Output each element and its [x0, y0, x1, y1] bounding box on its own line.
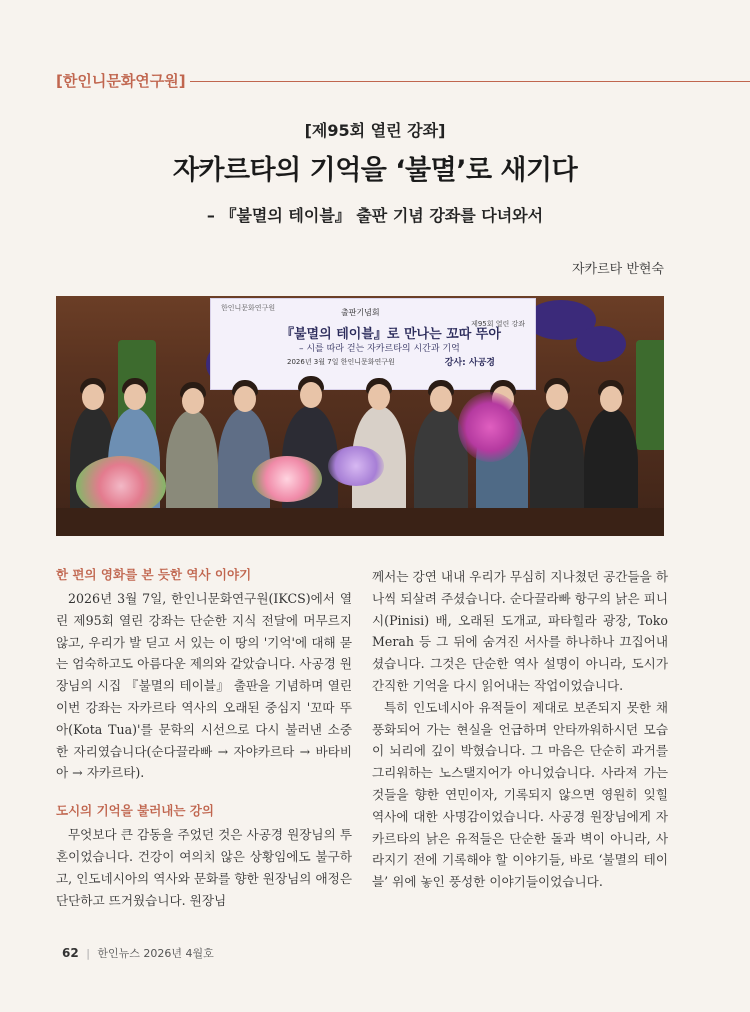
article-kicker: [제95회 열린 강좌]	[304, 121, 446, 140]
page-number: 62	[62, 946, 79, 960]
flower-bouquet	[252, 456, 322, 502]
attendee-face	[82, 384, 104, 410]
section-heading: 도시의 기억을 불러내는 강의	[56, 803, 214, 819]
banner-date: 2026년 3월 7일 한인니문화연구원	[287, 358, 395, 366]
banner-event: 출판기념회	[341, 308, 380, 317]
banner-title: 『불멸의 테이블』로 만나는 꼬따 뚜아	[281, 327, 501, 342]
page-footer	[62, 945, 214, 961]
attendee	[584, 408, 638, 518]
group-photo	[56, 296, 664, 536]
attendee-face	[300, 382, 322, 408]
attendee-face	[124, 384, 146, 410]
body-paragraph: 2026년 3월 7일, 한인니문화연구원(IKCS)에서 열린 제95회 열린 강좌는 단순한 지식 전달에 머무르지 않고, 우리가 발 딛고 서 있는 이 땅의 '기억'에 대해 묻는 엄숙하고도 아름다운 제의와 같았습니다. 사공경 원장님의 시집 『불멸의 테이블』 출판을 기념하며 열린 이번 강좌는 자카르타 역사의 오래된 중심지 '꼬따 뚜아(Kota Tua)'를 문학의 시선으로 다시 불러낸 소중한 자리였습니다(순다끌라빠 → 자야카르타 → 바타비아 → 자카르타).	[56, 591, 352, 781]
attendee-face	[600, 386, 622, 412]
attendee-face	[368, 384, 390, 410]
article-headline: 자카르타의 기억을 ‘불멸’로 새기다	[172, 155, 578, 186]
flower-bouquet	[328, 446, 384, 486]
flower-bouquet	[76, 456, 166, 516]
orchid-arrangement	[458, 392, 522, 462]
right-column	[372, 566, 668, 893]
article-byline: 자카르타 반현숙	[571, 262, 664, 277]
article-subhead: – 『불멸의 테이블』 출판 기념 강좌를 다녀와서	[206, 206, 544, 225]
section-tag: [한인니문화연구원]	[56, 72, 186, 90]
section-heading: 한 편의 영화를 본 듯한 역사 이야기	[56, 567, 252, 582]
body-paragraph: 무엇보다 큰 감동을 주었던 것은 사공경 원장님의 투혼이었습니다. 건강이 여의치 않은 상황임에도 불구하고, 인도네시아의 역사와 문화를 향한 원장님의 애정은 단단하고 뜨거웠습니다. 원장님	[56, 827, 352, 908]
banner-org: 한인니문화연구원	[221, 304, 276, 312]
attendee-face	[182, 388, 204, 414]
body-paragraph: 께서는 강연 내내 우리가 무심히 지나쳤던 공간들을 하나씩 되살려 주셨습니다. 순다끌라빠 항구의 낡은 피니시(Pinisi) 배, 오래된 도개교, 파타힐라 광장, Toko Merah 등 그 뒤에 숨겨진 서사를 하나하나 끄집어내셨습니다. 그것은 단순한 역사 설명이 아니라, 도시가 간직한 기억을 다시 읽어내는 작업이었습니다.	[372, 569, 668, 693]
floral-decoration	[576, 326, 626, 362]
section-divider	[190, 81, 750, 82]
attendee	[530, 406, 584, 516]
front-table	[56, 508, 664, 536]
publication-name: 한인뉴스 2026년 4월호	[97, 947, 214, 960]
attendee-face	[546, 384, 568, 410]
left-column	[56, 566, 352, 911]
banner-speaker: 강사: 사공경	[444, 358, 495, 368]
attendee-face	[234, 386, 256, 412]
hanging-banner-right	[636, 340, 664, 450]
body-paragraph: 특히 인도네시아 유적들이 제대로 보존되지 못한 채 풍화되어 가는 현실을 언급하며 안타까워하시던 모습이 뇌리에 깊이 박혔습니다. 그 마음은 단순히 과거를 그리워하는 노스탤지어가 아니었습니다. 사라져 가는 것들을 향한 연민이자, 기록되지 않으면 영원히 잊힐 역사에 대한 사명감이었습니다. 사공경 원장님에게 자카르타의 낡은 유적들은 단순한 돌과 벽이 아니라, 사라지기 전에 기록해야 할 이야기들, 바로 ‘불멸의 테이블’ 위에 놓인 풍성한 이야기들이었습니다.	[372, 699, 668, 890]
banner-series: 제95회 열린 강좌	[471, 320, 525, 328]
attendee	[166, 410, 218, 520]
event-banner	[210, 298, 536, 390]
attendee-face	[430, 386, 452, 412]
footer-separator: |	[86, 947, 90, 960]
banner-subtitle: – 시를 따라 걷는 자카르타의 시간과 기억	[299, 344, 460, 354]
